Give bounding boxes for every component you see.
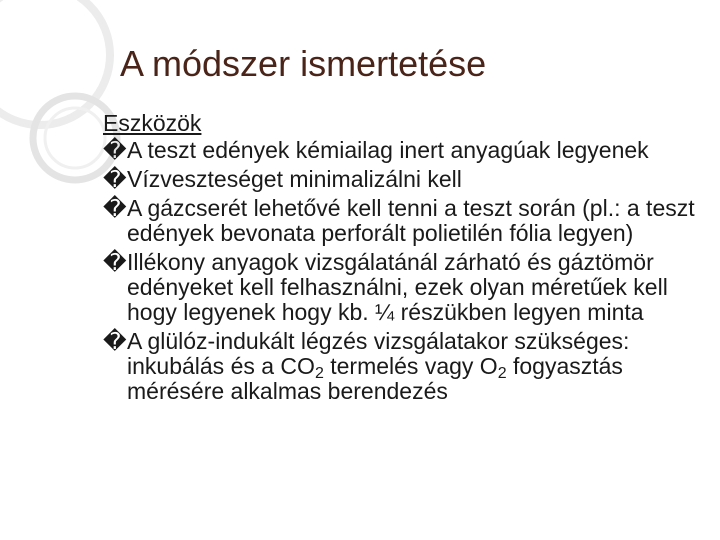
bullet-glyph-icon: � (103, 195, 127, 221)
bullet-text-part: A glülóz-indukált légzés vizsgálatakor szükséges: inkubálás és a CO (127, 328, 630, 379)
bullet-text: A teszt edények kémiailag inert anyagúak legyenek (127, 137, 649, 163)
list-item (103, 196, 715, 246)
bullet-glyph-icon: � (103, 166, 127, 192)
bullet-glyph-icon: � (103, 328, 127, 354)
section-heading: Eszközök (103, 110, 202, 136)
bullet-text: A gázcserét lehetővé kell tenni a teszt során (pl.: a teszt edények bevonata perforált polietilén fólia legyen) (127, 195, 695, 246)
bullet-text (127, 328, 629, 404)
subscript: 2 (497, 365, 507, 382)
bullet-list (103, 138, 715, 404)
bullet-glyph-icon: � (103, 249, 127, 275)
list-item (103, 329, 715, 404)
decor-ring-large (0, 0, 110, 125)
list-item (103, 167, 715, 192)
slide-title: A módszer ismertetése (120, 43, 487, 84)
subscript: 2 (314, 365, 324, 382)
bullet-text: Vízveszteséget minimalizálni kell (127, 166, 462, 192)
list-item (103, 138, 715, 163)
slide-content (103, 109, 715, 408)
bullet-glyph-icon: � (103, 137, 127, 163)
bullet-text: Illékony anyagok vizsgálatánál zárható és gáztömör edényeket kell felhasználni, ezek olyan méretűek kell hogy legyenek hogy kb. ¼ részükben legyen minta (127, 249, 668, 325)
list-item (103, 250, 715, 325)
bullet-text-part: termelés vagy O (323, 353, 498, 379)
bullet-text-part: fogyasztás mérésére alkalmas berendezés (127, 353, 623, 404)
